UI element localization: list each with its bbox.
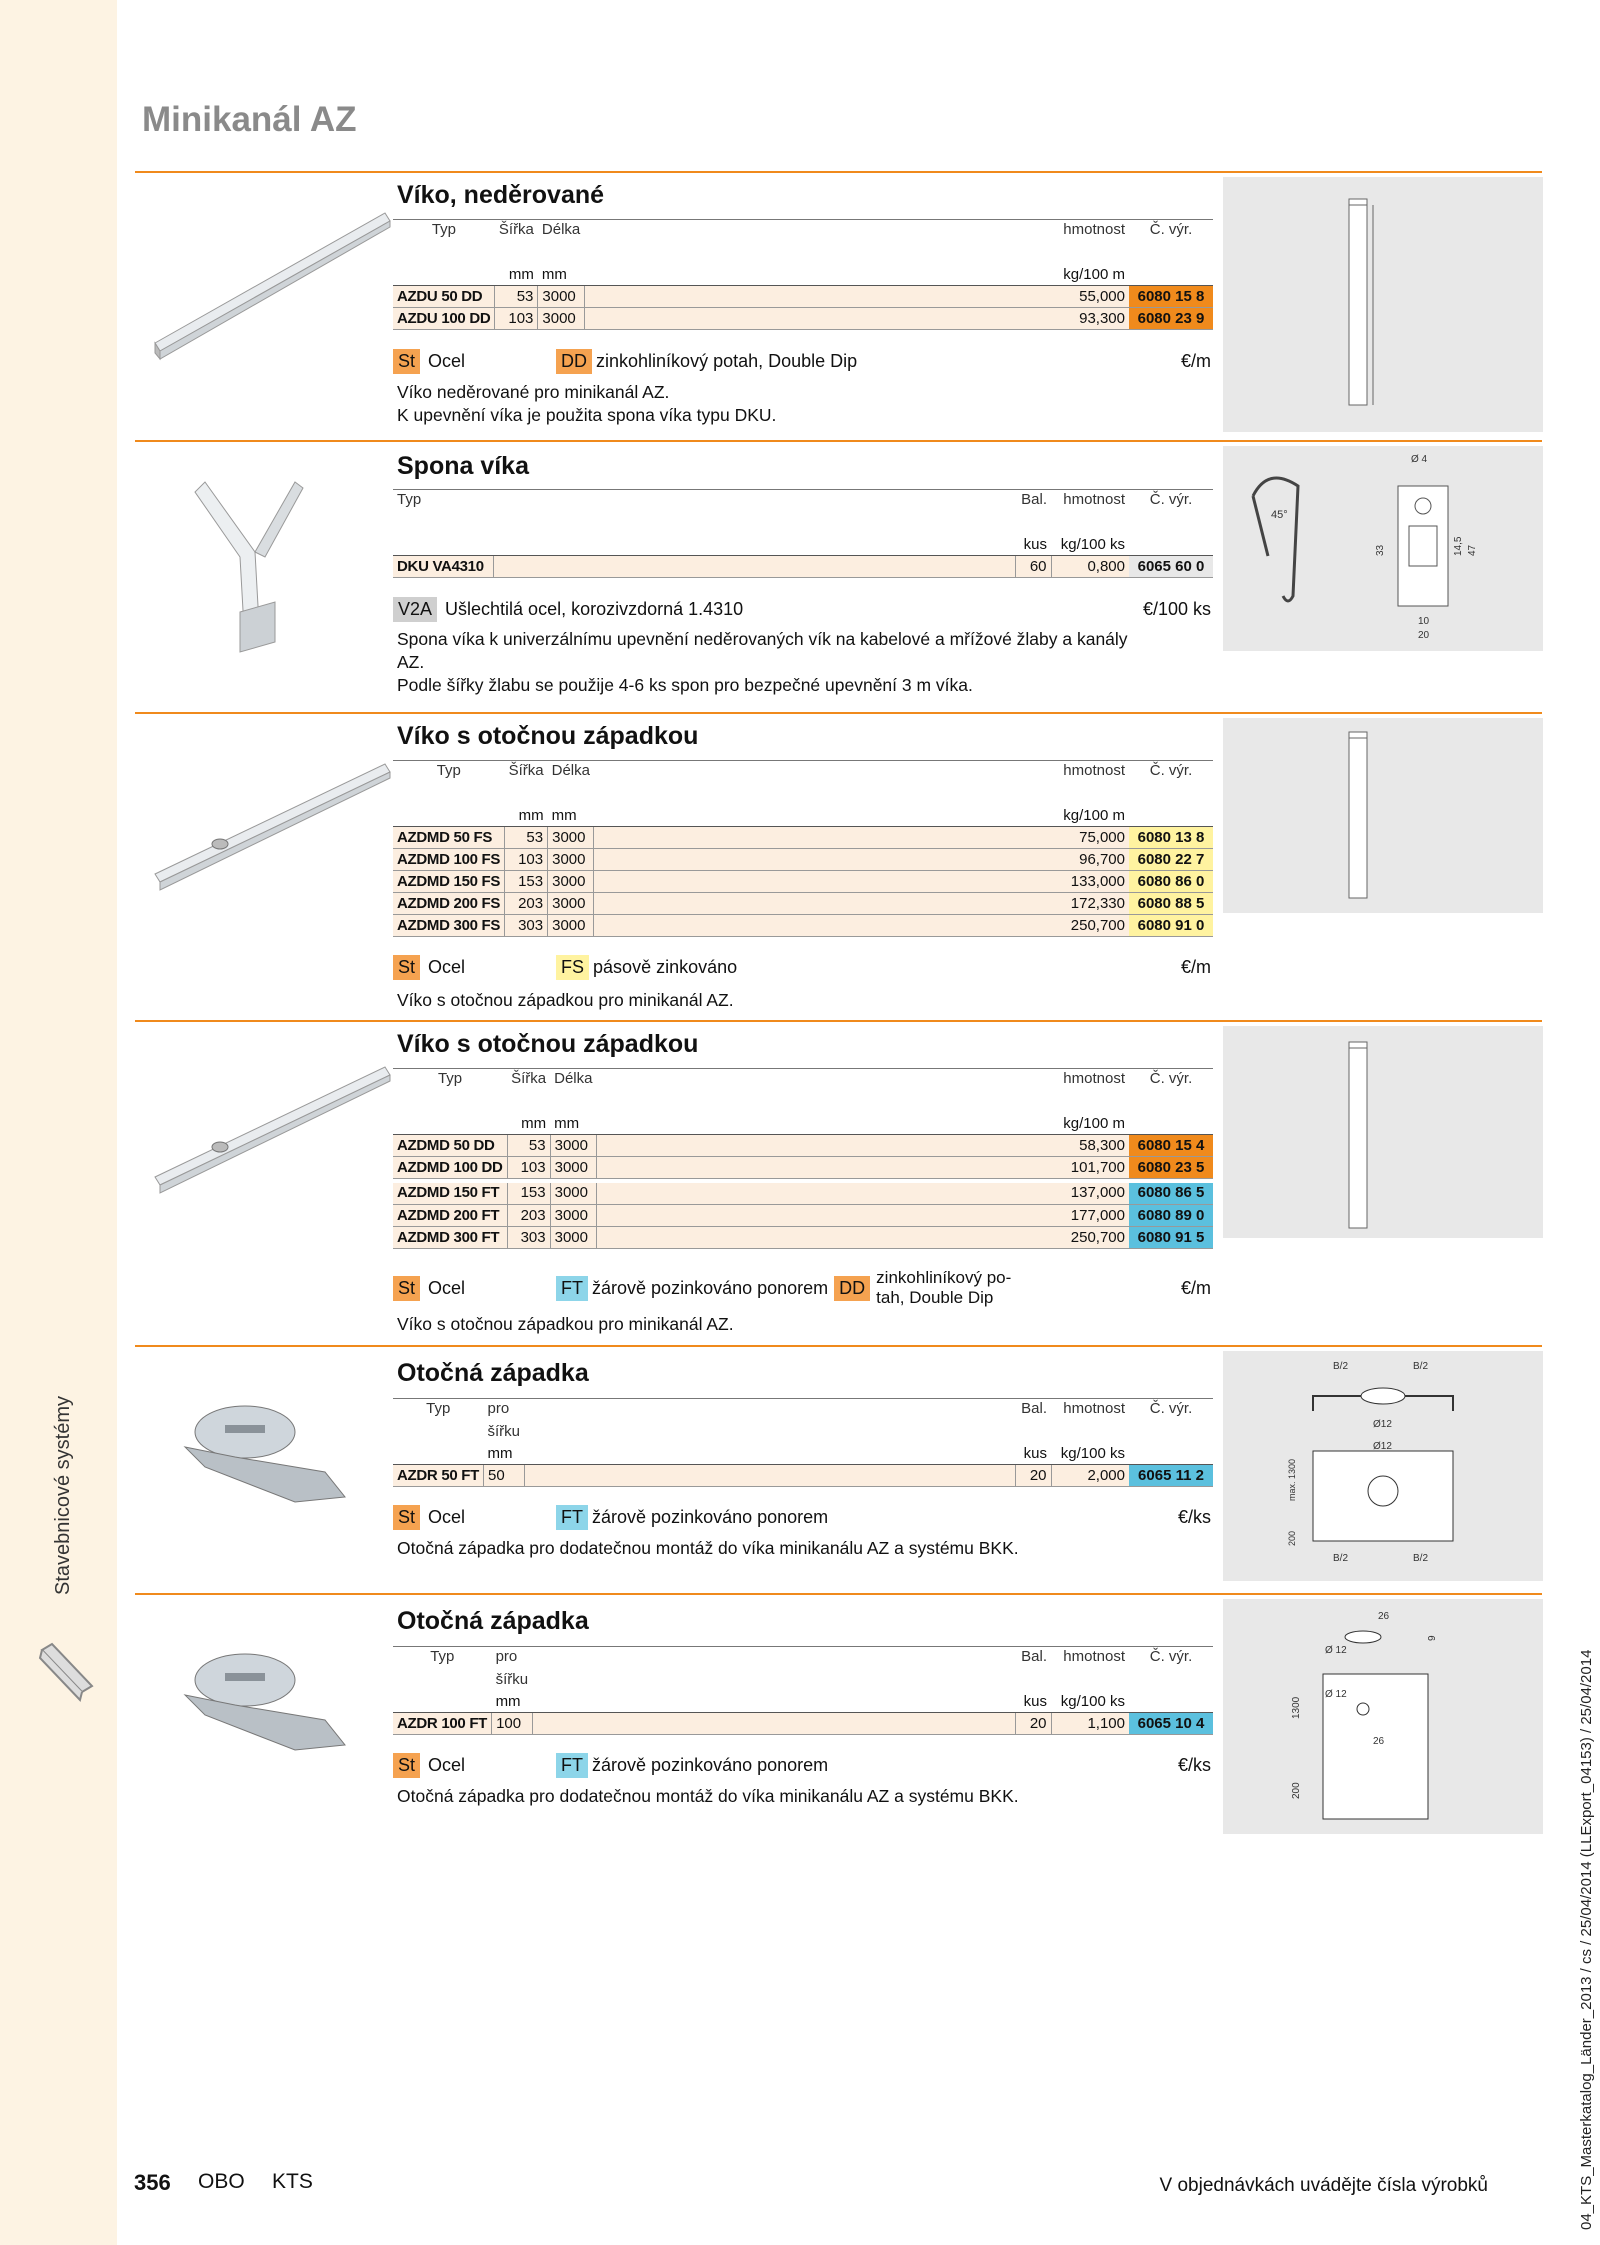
material-badge: St — [393, 955, 420, 980]
price-unit: €/m — [1180, 1277, 1211, 1298]
unit-width: mm — [495, 264, 538, 286]
svg-text:1300: 1300 — [1291, 1696, 1302, 1719]
material-badge: St — [393, 1276, 420, 1301]
table-row: DKU VA4310 60 0,800 6065 60 0 — [393, 556, 1213, 578]
section-otocna-zapadka-50 — [135, 1345, 1542, 1593]
product-table: Typ pro Bal. hmotnost Č. výr. šířku mm kus kg/100 ks AZDR 50 FT 50 20 2,000 6065 11 2 — [393, 1398, 1213, 1487]
svg-text:max. 1300: max. 1300 — [1287, 1458, 1297, 1501]
unit-length: mm — [538, 264, 584, 286]
description: Víko s otočnou západkou pro minikanál AZ. — [397, 1314, 734, 1334]
material-badge: St — [393, 1753, 420, 1778]
col-width: Šířka — [498, 221, 534, 238]
table-row: AZDU 50 DD 53 3000 55,000 6080 15 8 — [393, 286, 1213, 308]
material-badge: V2A — [393, 597, 437, 622]
technical-drawing — [1223, 718, 1543, 913]
svg-text:20: 20 — [1418, 630, 1430, 641]
table-row: AZDMD 100 FS 103 3000 96,700 6080 22 7 — [393, 849, 1213, 871]
finish-badge: FT — [556, 1753, 588, 1778]
table-row: AZDMD 150 FT 153 3000 137,000 6080 86 5 — [393, 1183, 1213, 1205]
svg-text:Ø12: Ø12 — [1373, 1441, 1392, 1452]
svg-text:Ø 4: Ø 4 — [1411, 454, 1428, 465]
table-row: AZDR 50 FT 50 20 2,000 6065 11 2 — [393, 1465, 1213, 1487]
price-unit: €/m — [1180, 957, 1211, 977]
left-margin-band — [0, 0, 117, 2245]
svg-text:45°: 45° — [1271, 509, 1288, 521]
product-table — [393, 219, 1213, 330]
col-type: Typ — [431, 221, 457, 238]
material-line: St Ocel FT žárově pozinkováno ponorem €/ks — [393, 1753, 1213, 1778]
section-title: Spona víka — [397, 452, 529, 480]
table-row: AZDMD 200 FT 203 3000 177,000 6080 89 0 — [393, 1205, 1213, 1227]
price-unit: €/ks — [1177, 1755, 1211, 1775]
table-row: AZDR 100 FT 100 20 1,100 6065 10 4 — [393, 1713, 1213, 1735]
description: Spona víka k univerzálnímu upevnění neděrovaných vík na kabelové a mřížové žlaby a kanály AZ. Podle šířky žlabu se použije 4-6 ks spon pro bezpečné upevnění 3 m víka. — [397, 629, 1128, 695]
description: Víko neděrované pro minikanál AZ. K upevnění víka je použita spona víka typu DKU. — [397, 382, 777, 425]
tray-icon — [38, 1630, 96, 1702]
table-row: AZDMD 50 FS 53 3000 75,000 6080 13 8 — [393, 827, 1213, 849]
col-art: Č. výr. — [1149, 221, 1193, 238]
description: Otočná západka pro dodatečnou montáž do víka minikanálu AZ a systému BKK. — [397, 1538, 1019, 1558]
svg-text:200: 200 — [1287, 1530, 1297, 1546]
svg-text:9: 9 — [1427, 1635, 1438, 1641]
product-table: Typ Šířka Délka hmotnost Č. výr. mm mm kg/100 m AZDMD 50 DD 53 3000 58,300 6080 15 4 AZDMD 100 DD 103 3000 101,700 6080 23 5 AZDMD 150 FT 153 3000 137,000 6080 86 5 AZDMD 200 FT 203 3000 177,000 6080 89 0 AZDMD 300 FT 303 3000 250,700 6080 91 5 — [393, 1068, 1213, 1249]
page-number: 356 — [134, 2170, 171, 2195]
section-title: Víko s otočnou západkou — [397, 722, 699, 750]
finish-badge: FS — [556, 955, 589, 980]
technical-drawing — [1223, 446, 1543, 651]
table-row: AZDMD 300 FS 303 3000 250,700 6080 91 0 — [393, 915, 1213, 937]
description: Otočná západka pro dodatečnou montáž do víka minikanálu AZ a systému BKK. — [397, 1786, 1019, 1806]
footer-brand: OBO — [198, 2170, 245, 2193]
material-line: St Ocel FT žárově pozinkováno ponorem DD zinkohliníkový po- tah, Double Dip €/m — [393, 1268, 1213, 1308]
svg-text:26: 26 — [1378, 1611, 1390, 1622]
svg-text:Ø 12: Ø 12 — [1325, 1645, 1347, 1656]
side-category-label: Stavebnicové systémy — [52, 1396, 74, 1595]
technical-drawing — [1223, 1026, 1543, 1238]
section-viko-s-otocnou-zapadkou-fs — [135, 712, 1542, 1020]
material-line: St Ocel DD zinkohliníkový potah, Double Dip €/m — [393, 349, 1213, 374]
product-image-latch — [145, 1377, 395, 1517]
product-image-cover-latch — [145, 1057, 395, 1207]
svg-text:26: 26 — [1373, 1736, 1385, 1747]
section-spona-vika — [135, 440, 1542, 712]
footer-section: KTS — [272, 2170, 313, 2193]
section-title: Otočná západka — [397, 1359, 589, 1387]
col-weight: hmotnost — [1063, 221, 1125, 238]
technical-drawing — [1223, 1351, 1543, 1581]
svg-text:47: 47 — [1467, 544, 1478, 556]
product-image-cover-latch — [145, 754, 395, 904]
svg-text:Ø12: Ø12 — [1373, 1419, 1392, 1430]
finish-badge: FT — [556, 1505, 588, 1530]
product-image-latch — [145, 1625, 395, 1765]
price-unit: €/m — [1180, 351, 1211, 371]
material-line: St Ocel FS pásově zinkováno €/m — [393, 955, 1213, 980]
material-badge: St — [393, 349, 420, 374]
product-table: Typ Bal. hmotnost Č. výr. kus kg/100 ks DKU VA4310 60 0,800 6065 60 0 — [393, 489, 1213, 578]
product-image-clip — [145, 462, 395, 662]
product-table: Typ Šířka Délka hmotnost Č. výr. mm mm kg/100 m AZDMD 50 FS 53 3000 75,000 6080 13 8 AZDMD 100 FS 103 3000 96,700 6080 22 7 AZDMD 150 FS 153 3000 133,000 6080 86 0 AZDMD 200 FS 203 3000 172,330 6080 88 5 AZDMD 300 FS 303 3000 250,700 6080 91 0 — [393, 760, 1213, 937]
table-row: AZDMD 300 FT 303 3000 250,700 6080 91 5 — [393, 1227, 1213, 1249]
table-row: AZDU 100 DD 103 3000 93,300 6080 23 9 — [393, 308, 1213, 330]
section-otocna-zapadka-100 — [135, 1593, 1542, 1843]
unit-weight: kg/100 m — [1039, 264, 1129, 286]
section-viko-s-otocnou-zapadkou-dd-ft — [135, 1020, 1542, 1345]
svg-text:200: 200 — [1291, 1782, 1302, 1799]
material-line: V2A Ušlechtilá ocel, korozivzdorná 1.4310 €/100 ks — [393, 597, 1213, 622]
svg-text:B/2: B/2 — [1413, 1361, 1429, 1372]
section-viko-nederovane — [135, 171, 1542, 440]
price-unit: €/ks — [1177, 1507, 1211, 1527]
finish-badge: DD — [556, 349, 592, 374]
svg-text:B/2: B/2 — [1413, 1553, 1429, 1564]
col-length: Délka — [541, 221, 581, 238]
section-title: Otočná západka — [397, 1607, 589, 1635]
table-row: AZDMD 50 DD 53 3000 58,300 6080 15 4 — [393, 1135, 1213, 1157]
table-row: AZDMD 200 FS 203 3000 172,330 6080 88 5 — [393, 893, 1213, 915]
svg-text:B/2: B/2 — [1333, 1361, 1349, 1372]
document-reference: 04_KTS_Masterkatalog_Länder_2013 / cs / 25/04/2014 (LLExport_04153) / 25/04/2014 — [1578, 1649, 1595, 2230]
svg-text:Ø 12: Ø 12 — [1325, 1689, 1347, 1700]
finish-badge-dd: DD — [834, 1276, 870, 1301]
description: Víko s otočnou západkou pro minikanál AZ. — [397, 990, 734, 1010]
technical-drawing — [1223, 1599, 1543, 1834]
page-title: Minikanál AZ — [142, 100, 357, 139]
material-badge: St — [393, 1505, 420, 1530]
product-table: Typ pro Bal. hmotnost Č. výr. šířku mm kus kg/100 ks AZDR 100 FT 100 20 1,100 6065 10 4 — [393, 1646, 1213, 1735]
section-title: Víko s otočnou západkou — [397, 1030, 699, 1058]
footer-note: V objednávkách uvádějte čísla výrobků — [1159, 2175, 1488, 2196]
svg-text:B/2: B/2 — [1333, 1553, 1349, 1564]
svg-text:33: 33 — [1375, 544, 1386, 556]
table-row: AZDMD 100 DD 103 3000 101,700 6080 23 5 — [393, 1157, 1213, 1179]
svg-text:14,5: 14,5 — [1453, 536, 1464, 556]
technical-drawing — [1223, 177, 1543, 432]
section-title: Víko, neděrované — [397, 181, 605, 209]
finish-badge-ft: FT — [556, 1276, 588, 1301]
material-line: St Ocel FT žárově pozinkováno ponorem €/ks — [393, 1505, 1213, 1530]
table-row: AZDMD 150 FS 153 3000 133,000 6080 86 0 — [393, 871, 1213, 893]
svg-text:10: 10 — [1418, 616, 1430, 627]
price-unit: €/100 ks — [1142, 599, 1211, 619]
product-image-cover — [145, 203, 395, 363]
